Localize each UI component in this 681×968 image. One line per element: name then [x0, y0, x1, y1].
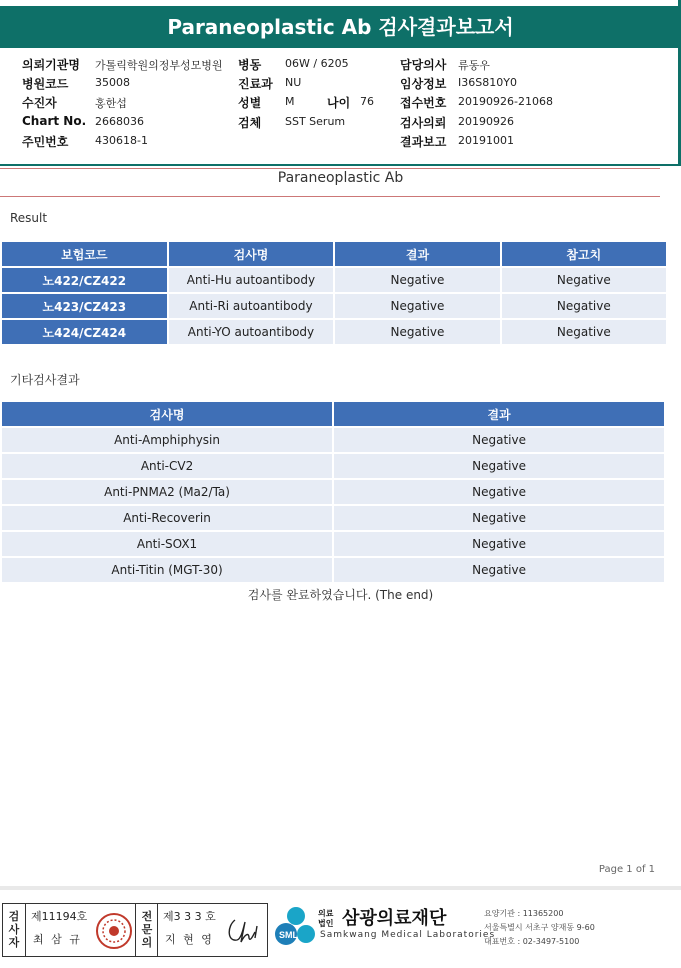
info-value: 430618-1 [95, 134, 148, 147]
info-label: 임상정보 [400, 77, 447, 91]
info-label: 담당의사 [400, 58, 447, 72]
table-row [2, 454, 664, 478]
page-number: Page 1 of 1 [598, 864, 655, 875]
specialist-label: 전 문 의 [141, 910, 153, 949]
reference-value: Negative [502, 268, 666, 292]
info-label: 성별 [238, 96, 262, 110]
info-value: 가톨릭학원의정부성모병원 [95, 59, 223, 72]
footer-divider [0, 886, 681, 890]
test-name: Anti-Hu autoantibody [169, 268, 334, 292]
table-row [2, 532, 664, 556]
table-row [2, 294, 666, 318]
info-value: SST Serum [285, 115, 346, 128]
test-result: Negative [334, 454, 664, 478]
result-table [0, 240, 668, 346]
info-value: I36S810Y0 [458, 76, 517, 89]
test-name: Anti-Titin (MGT-30) [2, 558, 332, 582]
info-value: 35008 [95, 76, 130, 89]
info-value: 20190926-21068 [458, 95, 553, 108]
info-value: 2668036 [95, 115, 144, 128]
signature-box [2, 903, 268, 957]
reviewer-license-no: 제11194호 [31, 910, 88, 923]
column-header: 검사명 [2, 402, 332, 426]
specialist-name: 지 현 영 [165, 933, 214, 946]
signature-icon [225, 912, 263, 948]
insurance-code: 노422/CZ422 [2, 268, 167, 292]
info-label: 검체 [238, 116, 262, 130]
section-divider [0, 196, 660, 197]
info-label: 의뢰기관명 [22, 58, 80, 72]
lab-address: 서울특별시 서초구 양재동 9-60 [484, 923, 595, 932]
info-value: NU [285, 76, 302, 89]
info-label: 병동 [238, 58, 262, 72]
test-result: Negative [334, 506, 664, 530]
column-header: 검사명 [169, 242, 334, 266]
test-result: Negative [334, 428, 664, 452]
info-value: 홍한섭 [95, 97, 127, 110]
info-label: 나이 [327, 96, 351, 110]
table-row [2, 268, 666, 292]
other-results-label: 기타검사결과 [10, 373, 80, 387]
info-label: 접수번호 [400, 96, 447, 110]
info-value: 류동우 [458, 59, 490, 72]
sml-logo-icon [272, 902, 316, 952]
lab-english-name: Samkwang Medical Laboratories [320, 930, 496, 940]
info-label: 결과보고 [400, 135, 447, 149]
test-name: Anti-Recoverin [2, 506, 332, 530]
column-header: 보험코드 [2, 242, 167, 266]
table-row [2, 558, 664, 582]
column-header: 참고치 [502, 242, 666, 266]
report-header [0, 0, 681, 48]
info-value: 76 [360, 95, 374, 108]
table-header-row [2, 242, 666, 266]
table-row [2, 428, 664, 452]
result-label: Result [10, 211, 48, 225]
test-result: Negative [334, 532, 664, 556]
lab-tag-top: 의료 [318, 909, 334, 918]
test-result: Negative [334, 558, 664, 582]
patient-info-block [0, 48, 681, 166]
info-value: M [285, 95, 295, 108]
column-header: 결과 [335, 242, 499, 266]
info-label: 주민번호 [22, 135, 69, 149]
reviewer-name: 최 삼 규 [33, 933, 82, 946]
end-of-report-text: 검사를 완료하였습니다. (The end) [247, 588, 434, 602]
insurance-code: 노423/CZ423 [2, 294, 167, 318]
svg-text:SML: SML [279, 930, 298, 940]
test-result: Negative [334, 480, 664, 504]
section-divider-top [0, 168, 660, 169]
table-header-row [2, 402, 664, 426]
info-label: 병원코드 [22, 77, 69, 91]
test-name: Anti-Amphiphysin [2, 428, 332, 452]
test-result: Negative [335, 268, 499, 292]
reference-value: Negative [502, 320, 666, 344]
info-label: 진료과 [238, 77, 273, 91]
info-label: Chart No. [22, 114, 87, 128]
reviewer-label: 검 사 자 [8, 910, 20, 949]
info-value: 06W / 6205 [285, 57, 349, 70]
column-header: 결과 [334, 402, 664, 426]
reviewer-seal-icon [95, 912, 133, 950]
lab-name: 삼광의료재단 [342, 908, 447, 929]
lab-branding [270, 900, 680, 958]
info-label: 검사의뢰 [400, 116, 447, 130]
test-name: Anti-CV2 [2, 454, 332, 478]
other-results-table [0, 400, 666, 584]
test-name: Anti-YO autoantibody [169, 320, 334, 344]
test-result: Negative [335, 320, 499, 344]
info-value: 20191001 [458, 134, 514, 147]
specialist-license-no: 제3 3 3 호 [163, 910, 216, 923]
lab-code: 요양기관 : 11365200 [484, 909, 564, 918]
insurance-code: 노424/CZ424 [2, 320, 167, 344]
info-label: 수진자 [22, 96, 57, 110]
lab-phone: 대표번호 : 02-3497-5100 [484, 937, 580, 946]
info-value: 20190926 [458, 115, 514, 128]
section-title: Paraneoplastic Ab [277, 170, 404, 186]
test-name: Anti-PNMA2 (Ma2/Ta) [2, 480, 332, 504]
table-row [2, 480, 664, 504]
report-title: Paraneoplastic Ab 검사결과보고서 [0, 6, 681, 48]
test-name: Anti-Ri autoantibody [169, 294, 334, 318]
test-result: Negative [335, 294, 499, 318]
reference-value: Negative [502, 294, 666, 318]
test-name: Anti-SOX1 [2, 532, 332, 556]
table-row [2, 506, 664, 530]
table-row [2, 320, 666, 344]
lab-tag-bottom: 법인 [318, 919, 334, 928]
